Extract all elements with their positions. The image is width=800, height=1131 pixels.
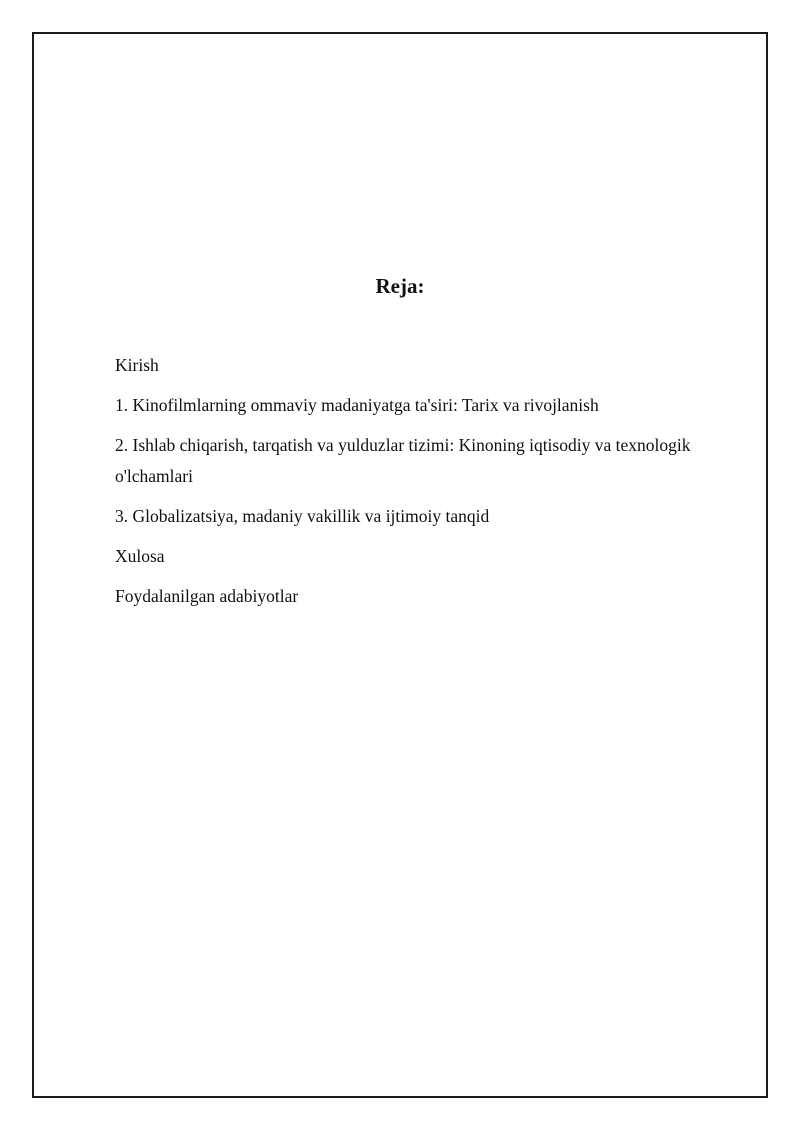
toc-item-conclusion: Xulosa: [115, 546, 165, 566]
toc-item-chapter-3: 3. Globalizatsiya, madaniy vakillik va ijtimoiy tanqid: [115, 506, 490, 526]
toc-item-introduction: Kirish: [115, 355, 159, 375]
toc-item-chapter-2: 2. Ishlab chiqarish, tarqatish va yulduzlar tizimi: Kinoning iqtisodiy va texnologik o'lchamlari: [115, 435, 691, 486]
table-of-contents: [115, 350, 745, 621]
toc-item-chapter-1: 1. Kinofilmlarning ommaviy madaniyatga ta'siri: Tarix va rivojlanish: [115, 395, 599, 415]
toc-item-references: Foydalanilgan adabiyotlar: [115, 586, 299, 606]
page-title: Reja:: [375, 274, 425, 298]
